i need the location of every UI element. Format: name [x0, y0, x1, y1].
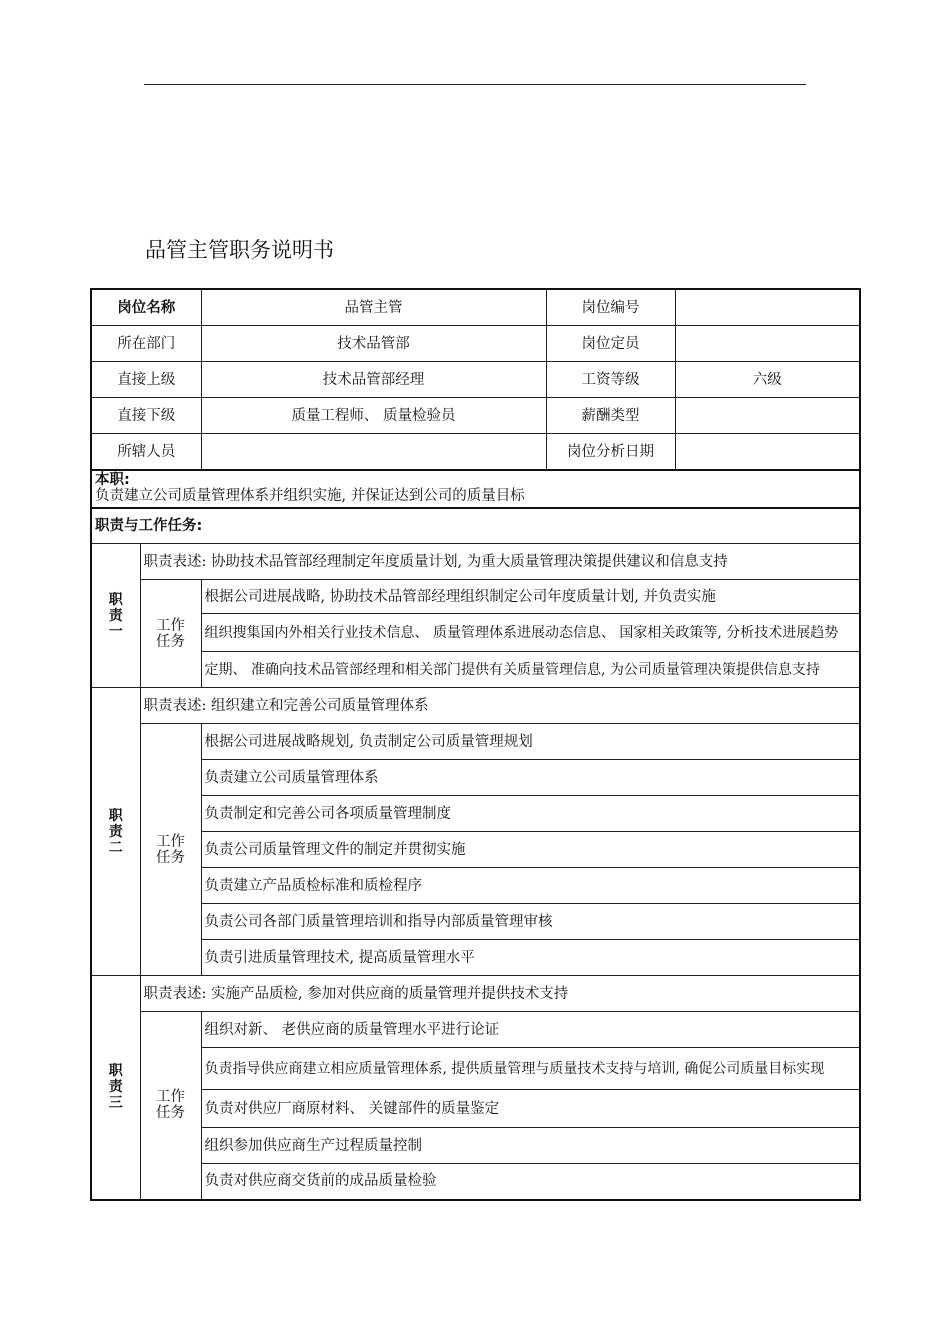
duty-2-task-4: 负责公司质量管理文件的制定并贯彻实施 — [201, 832, 860, 868]
position-code-value — [675, 289, 860, 326]
pay-type-value — [675, 398, 860, 434]
superior-label: 直接上级 — [91, 362, 201, 398]
department-label: 所在部门 — [91, 326, 201, 362]
duty-3-task-label: 工作 任务 — [140, 1012, 201, 1200]
duties-header: 职责与工作任务: — [91, 508, 860, 544]
row-duties-header — [91, 508, 860, 544]
row-position-name — [91, 289, 860, 326]
duty-1-desc-row — [91, 544, 860, 580]
duty-2-task-7: 负责引进质量管理技术, 提高质量管理水平 — [201, 940, 860, 976]
row-jurisdiction — [91, 434, 860, 471]
position-name-label: 岗位名称 — [91, 289, 201, 326]
pay-type-label: 薪酬类型 — [546, 398, 675, 434]
duty-1-task-row — [91, 614, 860, 652]
row-department — [91, 326, 860, 362]
duty-1-task-row — [91, 580, 860, 614]
duty-1-task-1: 根据公司进展战略, 协助技术品管部经理组织制定公司年度质量计划, 并负责实施 — [201, 580, 860, 614]
duty-3-task-4: 组织参加供应商生产过程质量控制 — [201, 1128, 860, 1164]
duty-2-task-row — [91, 760, 860, 796]
headcount-label: 岗位定员 — [546, 326, 675, 362]
duty-2-task-row — [91, 904, 860, 940]
duty-2-task-row — [91, 940, 860, 976]
duty-2-task-1: 根据公司进展战略规划, 负责制定公司质量管理规划 — [201, 724, 860, 760]
subordinate-label: 直接下级 — [91, 398, 201, 434]
duty-3-desc-row — [91, 976, 860, 1012]
duty-3-task-row — [91, 1012, 860, 1048]
document-title: 品管主管职务说明书 — [145, 238, 334, 262]
duty-2-task-6: 负责公司各部门质量管理培训和指导内部质量管理审核 — [201, 904, 860, 940]
duty-2-description: 职责表述: 组织建立和完善公司质量管理体系 — [140, 688, 860, 724]
duty-2-task-2: 负责建立公司质量管理体系 — [201, 760, 860, 796]
duty-3-task-row — [91, 1048, 860, 1090]
duty-1-task-3: 定期、 准确向技术品管部经理和相关部门提供有关质量管理信息, 为公司质量管理决策提供信息支持 — [201, 652, 860, 688]
department-value: 技术品管部 — [201, 326, 546, 362]
duty-3-task-1: 组织对新、 老供应商的质量管理水平进行论证 — [201, 1012, 860, 1048]
superior-value: 技术品管部经理 — [201, 362, 546, 398]
core-duty-text: 负责建立公司质量管理体系并组织实施, 并保证达到公司的质量目标 — [95, 488, 525, 504]
salary-grade-label: 工资等级 — [546, 362, 675, 398]
duty-2-task-row — [91, 832, 860, 868]
position-name-value: 品管主管 — [201, 289, 546, 326]
duty-1-task-label: 工作 任务 — [140, 580, 201, 688]
duty-3-task-row — [91, 1090, 860, 1128]
duty-3-task-3: 负责对供应厂商原材料、 关键部件的质量鉴定 — [201, 1090, 860, 1128]
duty-3-label: 职 责 三 — [91, 976, 140, 1200]
duty-2-task-label: 工作 任务 — [140, 724, 201, 976]
duty-2-task-row — [91, 796, 860, 832]
subordinate-value: 质量工程师、 质量检验员 — [201, 398, 546, 434]
core-duty-label: 本职: — [95, 472, 130, 488]
duty-2-task-3: 负责制定和完善公司各项质量管理制度 — [201, 796, 860, 832]
analysis-date-value — [675, 434, 860, 471]
duty-2-label: 职 责 二 — [91, 688, 140, 976]
duty-2-task-row — [91, 868, 860, 904]
duty-3-task-row — [91, 1164, 860, 1200]
job-description-table — [90, 288, 861, 1201]
headcount-value — [675, 326, 860, 362]
duty-3-description: 职责表述: 实施产品质检, 参加对供应商的质量管理并提供技术支持 — [140, 976, 860, 1012]
duty-1-task-2: 组织搜集国内外相关行业技术信息、 质量管理体系进展动态信息、 国家相关政策等, 分析技术进展趋势 — [201, 614, 860, 652]
position-code-label: 岗位编号 — [546, 289, 675, 326]
row-subordinate — [91, 398, 860, 434]
jurisdiction-value — [201, 434, 546, 471]
duty-3-task-2: 负责指导供应商建立相应质量管理体系, 提供质量管理与质量技术支持与培训, 确促公司质量目标实现 — [201, 1048, 860, 1090]
duty-1-label: 职 责 一 — [91, 544, 140, 688]
analysis-date-label: 岗位分析日期 — [546, 434, 675, 471]
row-superior — [91, 362, 860, 398]
duty-1-description: 职责表述: 协助技术品管部经理制定年度质量计划, 为重大质量管理决策提供建议和信息支持 — [140, 544, 860, 580]
row-core-duty — [91, 470, 860, 508]
duty-3-task-row — [91, 1128, 860, 1164]
header-rule — [144, 84, 806, 85]
duty-1-task-row — [91, 652, 860, 688]
duty-2-task-row — [91, 724, 860, 760]
duty-2-desc-row — [91, 688, 860, 724]
jurisdiction-label: 所辖人员 — [91, 434, 201, 471]
duty-2-task-5: 负责建立产品质检标准和质检程序 — [201, 868, 860, 904]
salary-grade-value: 六级 — [675, 362, 860, 398]
duty-3-task-5: 负责对供应商交货前的成品质量检验 — [201, 1164, 860, 1200]
core-duty-cell — [91, 470, 860, 508]
